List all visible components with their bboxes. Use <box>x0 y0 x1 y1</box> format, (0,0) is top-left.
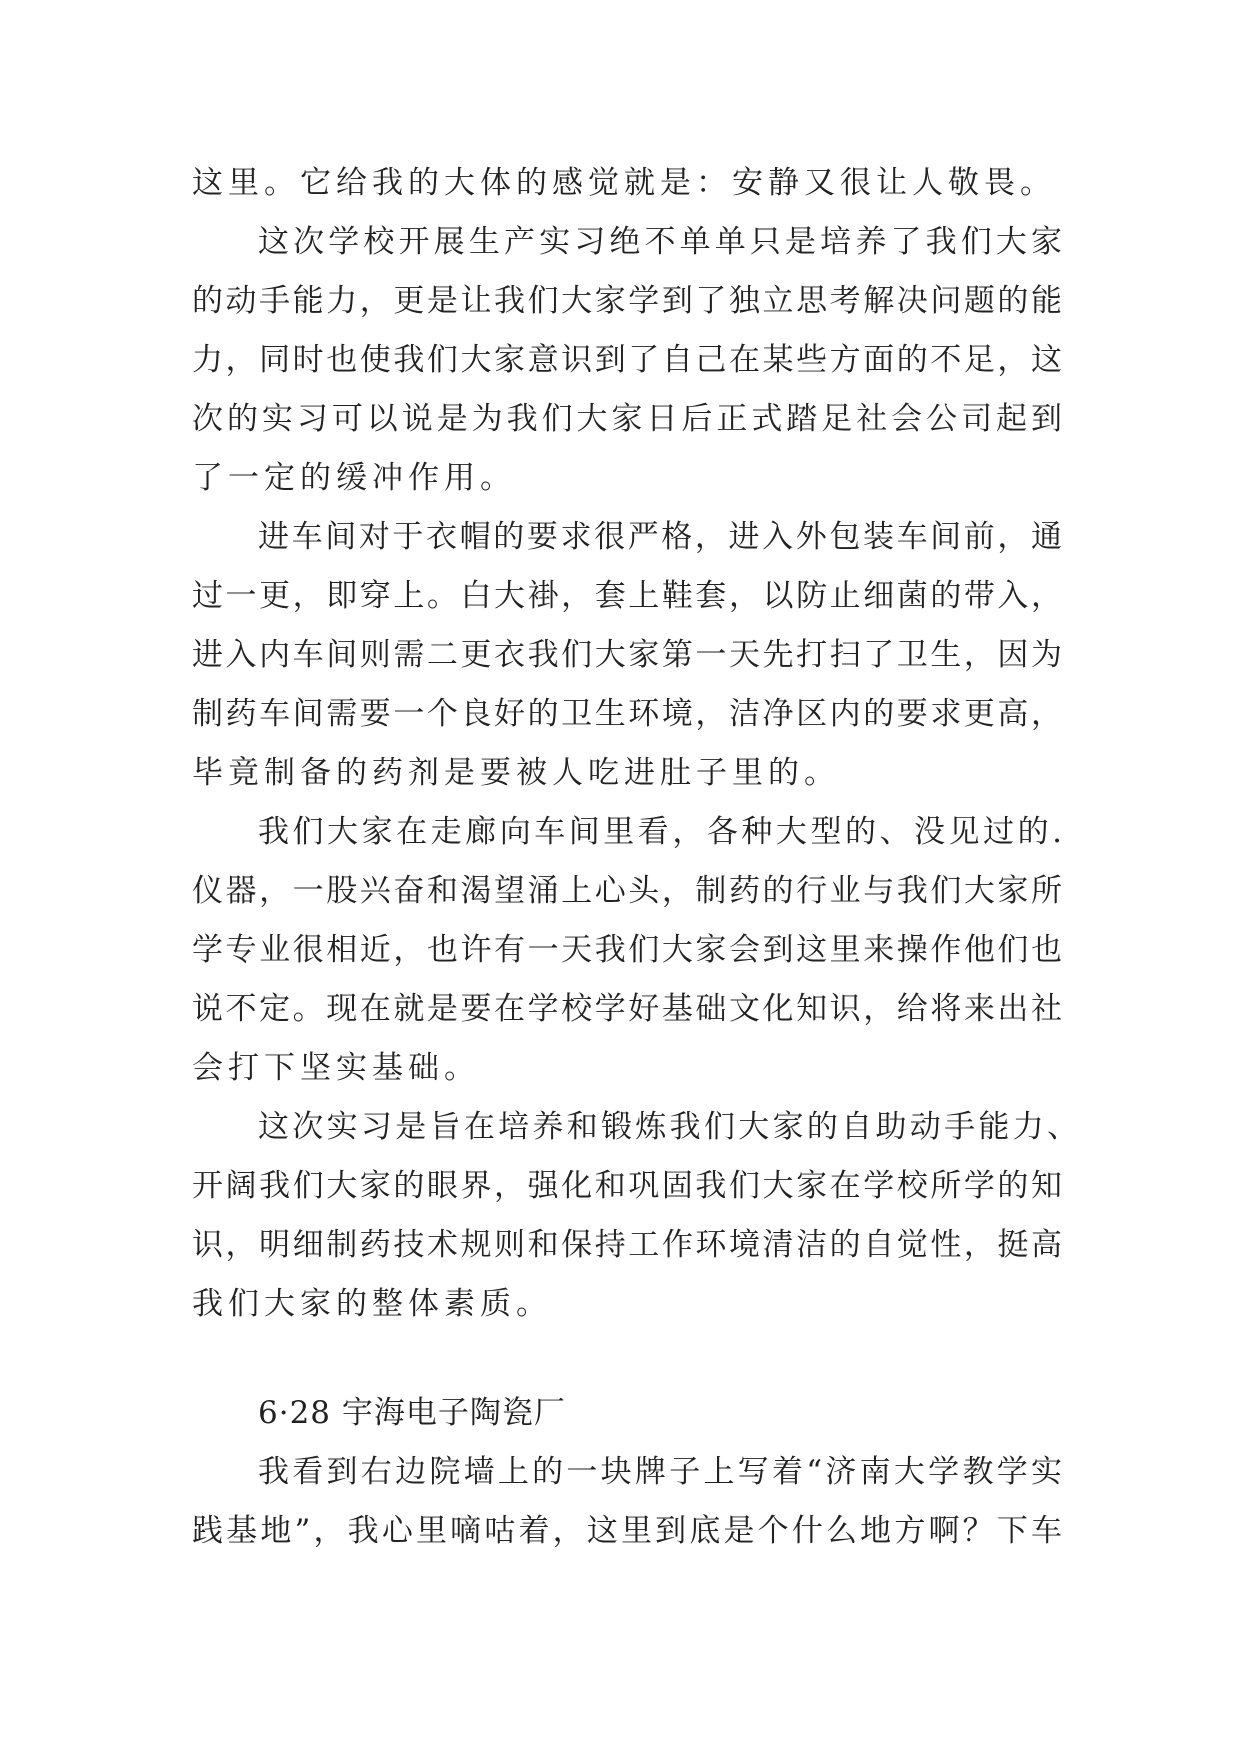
section-heading: 6·28 宇海电子陶瓷厂 <box>258 1395 566 1431</box>
text-line: 进入内车间则需二更衣我们大家第一天先打扫了卫生，因为 <box>192 637 1062 673</box>
text-line: 力，同时也使我们大家意识到了自己在某些方面的不足，这 <box>192 342 1062 378</box>
text-line: 践基地”，我心里嘀咕着，这里到底是个什么地方啊？下车 <box>192 1513 1062 1549</box>
text-line: 我们大家在走廊向车间里看，各种大型的、没见过的. <box>258 814 1062 850</box>
text-line: 这里。它给我的大体的感觉就是：安静又很让人敬畏。 <box>192 165 1056 201</box>
text-line: 仪器，一股兴奋和渴望涌上心头，制药的行业与我们大家所 <box>192 873 1062 909</box>
text-line: 会打下坚实基础。 <box>192 1050 480 1086</box>
text-line: 这次学校开展生产实习绝不单单只是培养了我们大家 <box>258 224 1062 260</box>
text-line: 我看到右边院墙上的一块牌子上写着“济南大学教学实 <box>258 1454 1062 1490</box>
text-line: 了一定的缓冲作用。 <box>192 460 516 496</box>
text-line: 制药车间需要一个良好的卫生环境，洁净区内的要求更高， <box>192 696 1062 732</box>
text-line: 我们大家的整体素质。 <box>192 1286 552 1322</box>
text-line: 学专业很相近，也许有一天我们大家会到这里来操作他们也 <box>192 932 1062 968</box>
text-line: 的动手能力，更是让我们大家学到了独立思考解决问题的能 <box>192 283 1062 319</box>
text-line: 过一更，即穿上。白大褂，套上鞋套，以防止细菌的带入， <box>192 578 1062 614</box>
text-line: 这次实习是旨在培养和锻炼我们大家的自助动手能力、 <box>258 1109 1078 1145</box>
text-line: 进车间对于衣帽的要求很严格，进入外包装车间前，通 <box>258 519 1062 555</box>
text-line: 次的实习可以说是为我们大家日后正式踏足社会公司起到 <box>192 401 1062 437</box>
text-line: 说不定。现在就是要在学校学好基础文化知识，给将来出社 <box>192 991 1062 1027</box>
text-line: 识，明细制药技术规则和保持工作环境清洁的自觉性，挺高 <box>192 1227 1062 1263</box>
text-line: 毕竟制备的药剂是要被人吃进肚子里的。 <box>192 755 840 791</box>
text-line: 开阔我们大家的眼界，强化和巩固我们大家在学校所学的知 <box>192 1168 1062 1204</box>
